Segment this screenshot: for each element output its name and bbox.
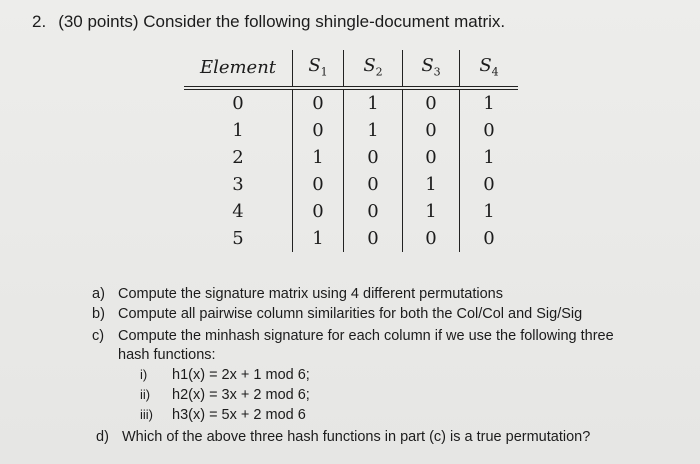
cell-value: 0	[293, 198, 344, 225]
cell-value: 1	[460, 198, 519, 225]
cell-value: 0	[460, 171, 519, 198]
cell-value: 0	[403, 144, 460, 171]
part-c-text: Compute the minhash signature for each column if we use the following three	[118, 328, 614, 344]
cell-value: 0	[403, 117, 460, 144]
table-row	[184, 198, 518, 225]
header-s2: $S_2$	[344, 50, 403, 88]
cell-element: 3	[232, 174, 244, 195]
header-element: Element	[199, 56, 277, 78]
cell-element: 5	[232, 228, 244, 249]
cell-value: 1	[403, 171, 460, 198]
header-s4: $S_4$	[460, 50, 519, 88]
part-d-label: d)	[96, 429, 109, 445]
part-d	[96, 428, 590, 447]
cell-value: 1	[403, 198, 460, 225]
part-c-continuation	[118, 346, 216, 365]
cell-value: 1	[460, 144, 519, 171]
cell-value: 1	[293, 144, 344, 171]
cell-element: 4	[232, 201, 244, 222]
cell-value: 0	[460, 225, 519, 252]
hash-function-text: h2(x) = 3x + 2 mod 6;	[172, 387, 310, 403]
cell-value: 1	[344, 88, 403, 117]
table-row	[184, 117, 518, 144]
cell-value: 0	[344, 171, 403, 198]
cell-element: 1	[232, 120, 244, 141]
part-d-text: Which of the above three hash functions in part (c) is a true permutation?	[122, 429, 591, 445]
table-row	[184, 171, 518, 198]
hash-function-text: h1(x) = 2x + 1 mod 6;	[172, 367, 310, 383]
cell-value: 0	[293, 88, 344, 117]
part-a	[92, 285, 503, 304]
cell-value: 1	[293, 225, 344, 252]
shingle-document-matrix	[184, 50, 518, 252]
cell-value: 0	[403, 88, 460, 117]
hash-function-label: i)	[140, 367, 148, 382]
question-heading	[32, 12, 505, 32]
part-a-text: Compute the signature matrix using 4 different permutations	[118, 286, 503, 302]
cell-element: 0	[232, 93, 244, 114]
hash-function-label: ii)	[140, 387, 151, 402]
cell-value: 0	[460, 117, 519, 144]
part-c-text2: hash functions:	[118, 347, 216, 363]
cell-value: 0	[344, 144, 403, 171]
cell-value: 1	[344, 117, 403, 144]
cell-value: 0	[293, 117, 344, 144]
hash-function-1	[140, 367, 310, 383]
cell-element: 2	[232, 147, 244, 168]
header-s1: $S_1$	[293, 50, 344, 88]
table-row	[184, 225, 518, 252]
part-b-text: Compute all pairwise column similarities for both the Col/Col and Sig/Sig	[118, 306, 583, 322]
part-c-label: c)	[92, 328, 105, 344]
hash-function-3	[140, 407, 306, 423]
table-row	[184, 88, 518, 117]
cell-value: 0	[344, 198, 403, 225]
question-number: 2.	[32, 12, 47, 31]
cell-value: 0	[293, 171, 344, 198]
question-text: (30 points) Consider the following shingle-document matrix.	[58, 12, 506, 31]
part-c	[92, 327, 614, 346]
cell-value: 1	[460, 88, 519, 117]
cell-value: 0	[403, 225, 460, 252]
matrix-header-row	[184, 50, 518, 88]
part-a-label: a)	[92, 286, 105, 302]
part-b-label: b)	[92, 306, 105, 322]
part-b	[92, 305, 582, 324]
hash-function-2	[140, 387, 310, 403]
cell-value: 0	[344, 225, 403, 252]
hash-function-text: h3(x) = 5x + 2 mod 6	[172, 407, 306, 423]
table-row	[184, 144, 518, 171]
header-s3: $S_3$	[403, 50, 460, 88]
hash-function-label: iii)	[140, 407, 153, 422]
